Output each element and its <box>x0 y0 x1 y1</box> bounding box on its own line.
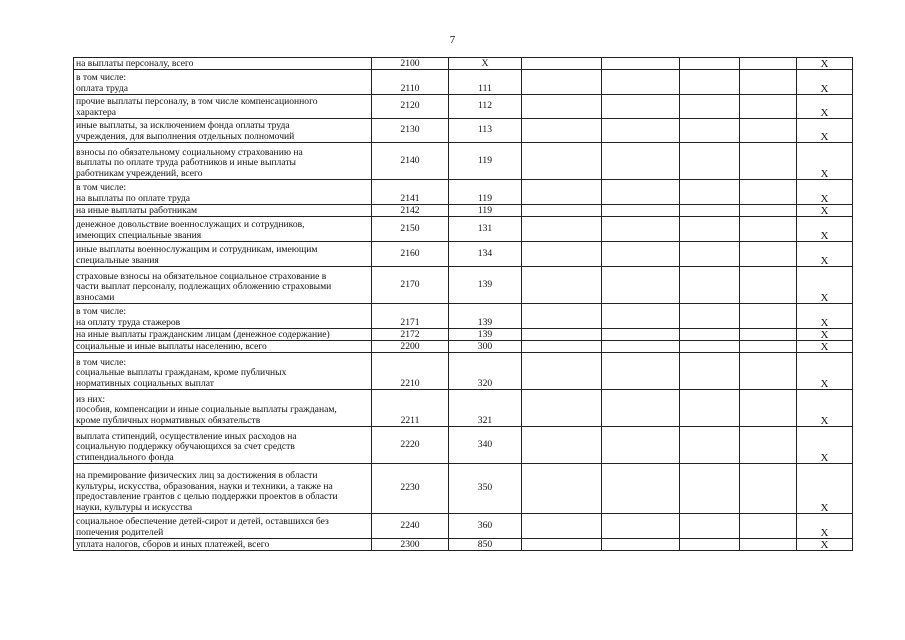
row-kosgu: 320 <box>449 353 522 390</box>
row-code: 2142 <box>372 205 449 217</box>
empty-cell <box>740 329 797 341</box>
empty-cell <box>602 242 680 267</box>
row-kosgu: 134 <box>449 242 522 267</box>
table-row <box>74 267 853 304</box>
empty-cell <box>680 464 740 514</box>
row-kosgu: 321 <box>449 390 522 427</box>
row-kosgu: 360 <box>449 514 522 539</box>
empty-cell <box>740 390 797 427</box>
empty-cell <box>602 514 680 539</box>
row-code: 2210 <box>372 353 449 390</box>
empty-cell <box>522 464 602 514</box>
table-row <box>74 242 853 267</box>
table-row <box>74 143 853 180</box>
empty-cell <box>740 242 797 267</box>
row-last: X <box>797 119 853 143</box>
empty-cell <box>602 205 680 217</box>
row-name: на иные выплаты гражданским лицам (денежное содержание) <box>74 329 372 341</box>
table-row <box>74 58 853 70</box>
page-number: 7 <box>449 34 456 46</box>
row-kosgu: 111 <box>449 70 522 95</box>
row-last: X <box>797 70 853 95</box>
row-last: X <box>797 329 853 341</box>
empty-cell <box>602 217 680 242</box>
empty-cell <box>740 341 797 353</box>
empty-cell <box>602 95 680 119</box>
row-code: 2110 <box>372 70 449 95</box>
table-body <box>74 58 853 551</box>
row-name: уплата налогов, сборов и иных платежей, всего <box>74 539 372 551</box>
empty-cell <box>602 70 680 95</box>
row-code: 2172 <box>372 329 449 341</box>
empty-cell <box>740 304 797 329</box>
empty-cell <box>522 341 602 353</box>
table-row <box>74 353 853 390</box>
empty-cell <box>740 464 797 514</box>
empty-cell <box>522 390 602 427</box>
row-code: 2171 <box>372 304 449 329</box>
empty-cell <box>740 119 797 143</box>
row-code: 2220 <box>372 427 449 464</box>
row-kosgu: 113 <box>449 119 522 143</box>
empty-cell <box>522 95 602 119</box>
empty-cell <box>680 180 740 205</box>
row-name: иные выплаты военнослужащим и сотрудникам, имеющим специальные звания <box>74 242 372 267</box>
row-code: 2200 <box>372 341 449 353</box>
empty-cell <box>602 58 680 70</box>
row-kosgu: 119 <box>449 143 522 180</box>
row-last: X <box>797 341 853 353</box>
row-last: X <box>797 427 853 464</box>
empty-cell <box>740 539 797 551</box>
table-row <box>74 119 853 143</box>
row-kosgu: X <box>449 58 522 70</box>
empty-cell <box>522 180 602 205</box>
row-kosgu: 139 <box>449 267 522 304</box>
row-name: денежное довольствие военнослужащих и сотрудников, имеющих специальные звания <box>74 217 372 242</box>
row-name: страховые взносы на обязательное социальное страхование в части выплат персоналу, подлежащих обложению страховыми взносами <box>74 267 372 304</box>
empty-cell <box>680 217 740 242</box>
row-name: на иные выплаты работникам <box>74 205 372 217</box>
empty-cell <box>522 217 602 242</box>
table-row <box>74 205 853 217</box>
empty-cell <box>680 58 740 70</box>
table-row <box>74 539 853 551</box>
row-last: X <box>797 95 853 119</box>
empty-cell <box>602 341 680 353</box>
empty-cell <box>522 353 602 390</box>
empty-cell <box>522 242 602 267</box>
table-row <box>74 304 853 329</box>
row-name: в том числе: социальные выплаты гражданам, кроме публичных нормативных социальных выплат <box>74 353 372 390</box>
row-name: в том числе: на выплаты по оплате труда <box>74 180 372 205</box>
row-name: на премирование физических лиц за достижения в области культуры, искусства, образования, науки и техники, а также на предоставление грантов с целью поддержки проектов в области науки, культуры и искусства <box>74 464 372 514</box>
empty-cell <box>740 267 797 304</box>
table-row <box>74 70 853 95</box>
empty-cell <box>522 514 602 539</box>
row-code: 2140 <box>372 143 449 180</box>
table-row <box>74 390 853 427</box>
empty-cell <box>602 267 680 304</box>
row-code: 2170 <box>372 267 449 304</box>
empty-cell <box>680 329 740 341</box>
row-last: X <box>797 180 853 205</box>
row-kosgu: 350 <box>449 464 522 514</box>
empty-cell <box>680 242 740 267</box>
budget-table <box>73 57 853 551</box>
row-kosgu: 119 <box>449 180 522 205</box>
row-last: X <box>797 390 853 427</box>
row-last: X <box>797 304 853 329</box>
row-kosgu: 119 <box>449 205 522 217</box>
empty-cell <box>740 70 797 95</box>
empty-cell <box>740 58 797 70</box>
empty-cell <box>602 353 680 390</box>
row-code: 2141 <box>372 180 449 205</box>
table-row <box>74 514 853 539</box>
empty-cell <box>680 143 740 180</box>
empty-cell <box>680 539 740 551</box>
empty-cell <box>602 119 680 143</box>
table-row <box>74 329 853 341</box>
row-kosgu: 112 <box>449 95 522 119</box>
empty-cell <box>522 267 602 304</box>
empty-cell <box>522 70 602 95</box>
table-row <box>74 464 853 514</box>
row-last: X <box>797 464 853 514</box>
row-code: 2160 <box>372 242 449 267</box>
row-last: X <box>797 242 853 267</box>
empty-cell <box>522 143 602 180</box>
empty-cell <box>680 427 740 464</box>
empty-cell <box>740 180 797 205</box>
row-last: X <box>797 217 853 242</box>
row-name: иные выплаты, за исключением фонда оплаты труда учреждения, для выполнения отдельных полномочий <box>74 119 372 143</box>
row-name: социальное обеспечение детей-сирот и детей, оставшихся без попечения родителей <box>74 514 372 539</box>
row-last: X <box>797 267 853 304</box>
empty-cell <box>602 143 680 180</box>
row-kosgu: 139 <box>449 329 522 341</box>
empty-cell <box>680 341 740 353</box>
row-name: выплата стипендий, осуществление иных расходов на социальную поддержку обучающихся за счет средств стипендиального фонда <box>74 427 372 464</box>
empty-cell <box>522 58 602 70</box>
table-row <box>74 95 853 119</box>
empty-cell <box>740 353 797 390</box>
empty-cell <box>522 329 602 341</box>
empty-cell <box>680 95 740 119</box>
empty-cell <box>602 329 680 341</box>
table-row <box>74 180 853 205</box>
empty-cell <box>740 205 797 217</box>
empty-cell <box>522 304 602 329</box>
empty-cell <box>740 95 797 119</box>
empty-cell <box>680 353 740 390</box>
table-row <box>74 427 853 464</box>
row-last: X <box>797 539 853 551</box>
empty-cell <box>602 464 680 514</box>
row-last: X <box>797 353 853 390</box>
row-code: 2240 <box>372 514 449 539</box>
row-name: социальные и иные выплаты населению, всего <box>74 341 372 353</box>
empty-cell <box>522 205 602 217</box>
row-kosgu: 300 <box>449 341 522 353</box>
empty-cell <box>680 70 740 95</box>
row-name: взносы по обязательному социальному страхованию на выплаты по оплате труда работников и иные выплаты работникам учреждений, всего <box>74 143 372 180</box>
empty-cell <box>680 205 740 217</box>
row-code: 2130 <box>372 119 449 143</box>
empty-cell <box>680 119 740 143</box>
row-kosgu: 139 <box>449 304 522 329</box>
row-last: X <box>797 143 853 180</box>
row-kosgu: 340 <box>449 427 522 464</box>
row-code: 2150 <box>372 217 449 242</box>
table-row <box>74 341 853 353</box>
row-name: в том числе: на оплату труда стажеров <box>74 304 372 329</box>
row-code: 2120 <box>372 95 449 119</box>
row-code: 2230 <box>372 464 449 514</box>
row-kosgu: 131 <box>449 217 522 242</box>
empty-cell <box>680 267 740 304</box>
empty-cell <box>522 119 602 143</box>
row-last: X <box>797 205 853 217</box>
row-last: X <box>797 58 853 70</box>
empty-cell <box>522 427 602 464</box>
empty-cell <box>740 217 797 242</box>
row-name: на выплаты персоналу, всего <box>74 58 372 70</box>
empty-cell <box>602 304 680 329</box>
empty-cell <box>680 514 740 539</box>
empty-cell <box>602 390 680 427</box>
empty-cell <box>740 427 797 464</box>
row-kosgu: 850 <box>449 539 522 551</box>
empty-cell <box>680 304 740 329</box>
empty-cell <box>602 539 680 551</box>
row-last: X <box>797 514 853 539</box>
empty-cell <box>602 427 680 464</box>
empty-cell <box>602 180 680 205</box>
empty-cell <box>680 390 740 427</box>
empty-cell <box>740 514 797 539</box>
empty-cell <box>522 539 602 551</box>
row-code: 2211 <box>372 390 449 427</box>
row-name: в том числе: оплата труда <box>74 70 372 95</box>
row-code: 2300 <box>372 539 449 551</box>
row-name: из них: пособия, компенсации и иные социальные выплаты гражданам, кроме публичных нормативных обязательств <box>74 390 372 427</box>
row-code: 2100 <box>372 58 449 70</box>
empty-cell <box>740 143 797 180</box>
row-name: прочие выплаты персоналу, в том числе компенсационного характера <box>74 95 372 119</box>
table-row <box>74 217 853 242</box>
